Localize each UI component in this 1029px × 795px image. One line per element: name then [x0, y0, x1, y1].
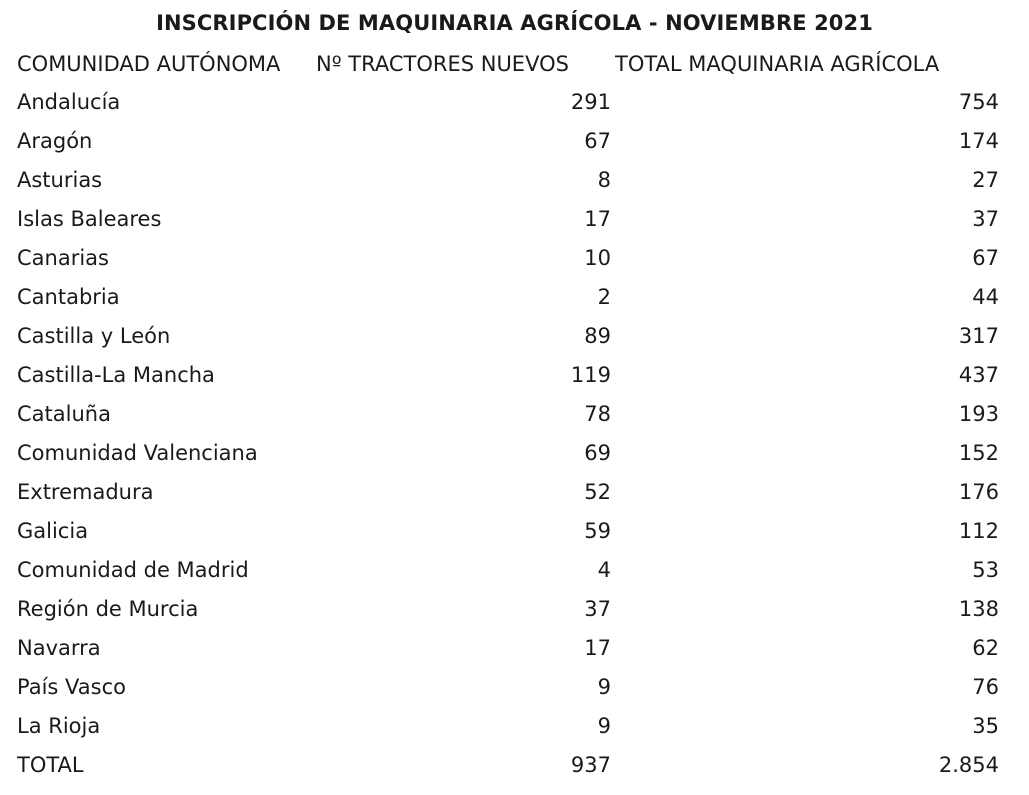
- table-row: [0, 83, 1029, 122]
- cell-tractors: 17: [584, 636, 611, 660]
- cell-total: 27: [972, 168, 999, 192]
- cell-tractors: 2: [597, 285, 611, 309]
- cell-region: Asturias: [17, 168, 103, 192]
- cell-total: 44: [972, 285, 999, 309]
- cell-region: Extremadura: [17, 480, 154, 504]
- cell-tractors: 67: [584, 129, 611, 153]
- cell-total: 317: [958, 324, 999, 348]
- cell-tractors: 78: [584, 402, 611, 426]
- cell-tractors: 10: [584, 246, 611, 270]
- cell-region: Castilla-La Mancha: [17, 363, 215, 387]
- cell-region: Comunidad Valenciana: [17, 441, 258, 465]
- cell-tractors: 52: [584, 480, 611, 504]
- cell-region: TOTAL: [17, 753, 84, 777]
- cell-total: 176: [958, 480, 999, 504]
- table-body: [0, 83, 1029, 785]
- cell-tractors: 89: [584, 324, 611, 348]
- cell-region: Navarra: [17, 636, 101, 660]
- cell-total: 152: [958, 441, 999, 465]
- cell-total: 437: [958, 363, 999, 387]
- cell-total: 754: [958, 90, 999, 114]
- cell-tractors: 9: [597, 714, 611, 738]
- cell-region: Canarias: [17, 246, 109, 270]
- table-row: [0, 317, 1029, 356]
- cell-region: Aragón: [17, 129, 93, 153]
- cell-total: 67: [972, 246, 999, 270]
- cell-tractors: 8: [597, 168, 611, 192]
- table-row: [0, 239, 1029, 278]
- table-row: [0, 395, 1029, 434]
- column-header-region: COMUNIDAD AUTÓNOMA: [17, 52, 281, 76]
- cell-region: Cantabria: [17, 285, 120, 309]
- cell-region: Cataluña: [17, 402, 111, 426]
- cell-region: Región de Murcia: [17, 597, 199, 621]
- column-header-tractors: Nº TRACTORES NUEVOS: [316, 52, 569, 76]
- table-row: [0, 200, 1029, 239]
- cell-tractors: 9: [597, 675, 611, 699]
- table-row: [0, 122, 1029, 161]
- cell-region: La Rioja: [17, 714, 101, 738]
- cell-total: 35: [972, 714, 999, 738]
- table-row: [0, 278, 1029, 317]
- table-row: [0, 551, 1029, 590]
- cell-tractors: 17: [584, 207, 611, 231]
- cell-total: 112: [958, 519, 999, 543]
- cell-tractors: 37: [584, 597, 611, 621]
- cell-tractors: 291: [570, 90, 611, 114]
- cell-region: País Vasco: [17, 675, 126, 699]
- table-row: [0, 161, 1029, 200]
- cell-tractors: 59: [584, 519, 611, 543]
- cell-tractors: 4: [597, 558, 611, 582]
- table-row-total: [0, 746, 1029, 785]
- cell-total: 174: [958, 129, 999, 153]
- table-row: [0, 629, 1029, 668]
- cell-total: 76: [972, 675, 999, 699]
- cell-tractors: 937: [570, 753, 611, 777]
- cell-total: 62: [972, 636, 999, 660]
- cell-region: Islas Baleares: [17, 207, 162, 231]
- cell-total: 53: [972, 558, 999, 582]
- cell-region: Andalucía: [17, 90, 121, 114]
- table-row: [0, 512, 1029, 551]
- cell-tractors: 69: [584, 441, 611, 465]
- table-row: [0, 434, 1029, 473]
- cell-tractors: 119: [570, 363, 611, 387]
- table-row: [0, 356, 1029, 395]
- table-row: [0, 707, 1029, 746]
- table-header: [0, 46, 1029, 82]
- cell-total: 193: [958, 402, 999, 426]
- table-row: [0, 668, 1029, 707]
- cell-region: Comunidad de Madrid: [17, 558, 249, 582]
- table-title: INSCRIPCIÓN DE MAQUINARIA AGRÍCOLA - NOVIEMBRE 2021: [156, 11, 873, 35]
- table-row: [0, 590, 1029, 629]
- column-header-total: TOTAL MAQUINARIA AGRÍCOLA: [615, 52, 940, 76]
- cell-total: 37: [972, 207, 999, 231]
- table-row: [0, 473, 1029, 512]
- cell-region: Galicia: [17, 519, 89, 543]
- cell-region: Castilla y León: [17, 324, 171, 348]
- cell-total: 2.854: [938, 753, 999, 777]
- cell-total: 138: [958, 597, 999, 621]
